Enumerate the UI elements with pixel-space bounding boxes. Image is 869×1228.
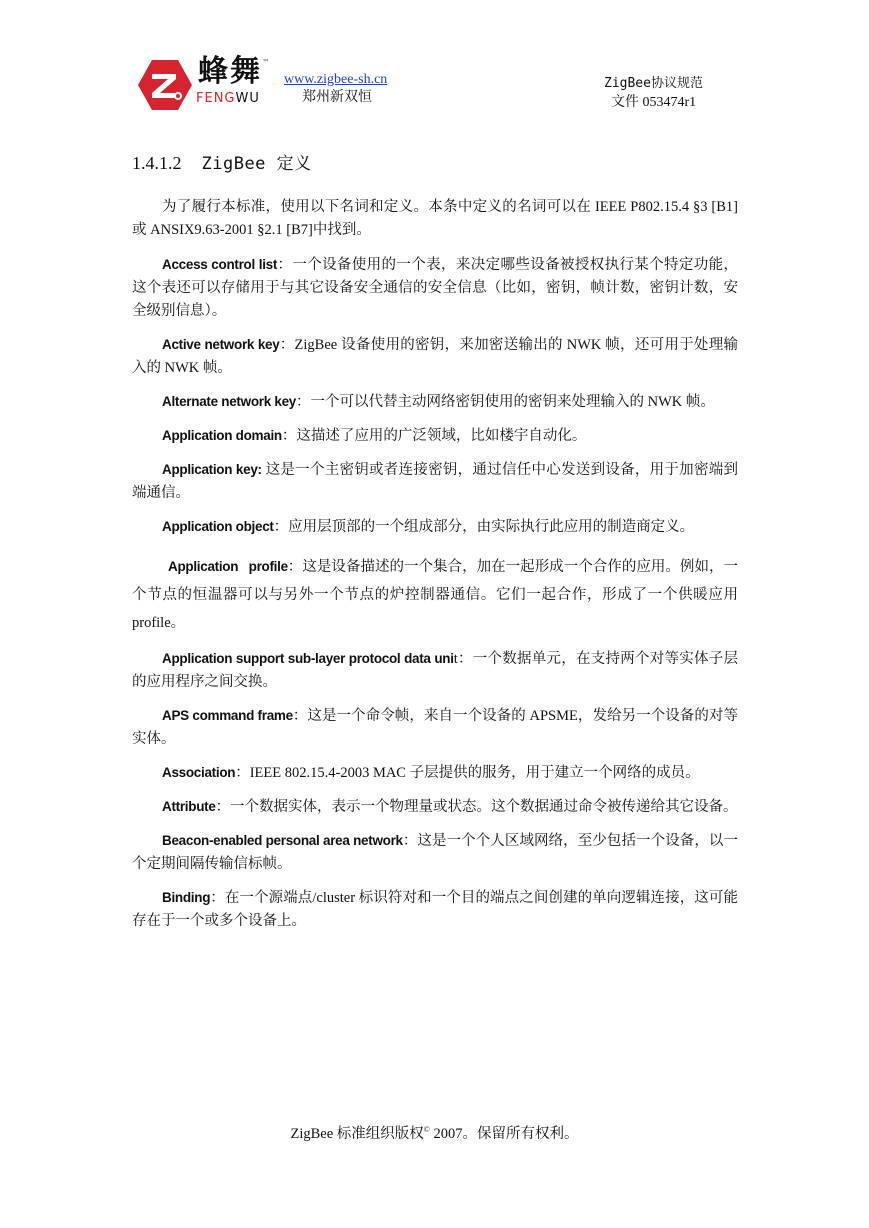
definition-paragraph — [132, 704, 738, 751]
section-title: ZigBee 定义 — [201, 154, 312, 174]
copyright-sign: © — [423, 1125, 430, 1134]
definition-text: ：这描述了应用的广泛领域，比如楼宇自动化。 — [281, 428, 587, 444]
definition-text: t：一个数据单元，在支持两个对等实体子层的应用程序之间交换。 — [132, 651, 739, 690]
brand-en-red: FENG — [196, 91, 236, 106]
definition-term: Access control list — [162, 257, 278, 272]
intro-text: 为了履行本标准，使用以下名词和定义。本条中定义的名词可以在 IEEE P802.15.4 §3 [B1] 或 ANSIX9.63-2001 §2.1 [B7]中找到。 — [132, 199, 738, 238]
intro-paragraph — [132, 196, 738, 242]
brand-name-english — [196, 92, 260, 106]
definition-text: ：应用层顶部的一个组成部分，由实际执行此应用的制造商定义。 — [273, 519, 695, 535]
definition-paragraph — [132, 390, 738, 414]
company-name: 郑州新双恒 — [302, 90, 372, 105]
definition-term: Attribute — [162, 799, 216, 814]
definition-text: ：IEEE 802.15.4-2003 MAC 子层提供的服务，用于建立一个网络的成员。 — [235, 765, 700, 781]
document-title: ZigBee协议规范 — [604, 76, 703, 91]
definition-text: ：这是设备描述的一个集合，加在一起形成一个合作的应用。例如，一个节点的恒温器可以与另外一个节点的炉控制器通信。它们一起合作，形成了一个供暖应用 profile。 — [132, 559, 739, 631]
definition-text: ：一个可以代替主动网络密钥使用的密钥来处理输入的 NWK 帧。 — [296, 394, 715, 410]
definition-paragraph — [132, 795, 738, 819]
definition-text: ：这是一个个人区域网络，至少包括一个设备，以一个定期间隔传输信标帧。 — [132, 833, 738, 872]
definition-paragraph — [132, 424, 738, 448]
definition-term: Alternate network key — [162, 394, 297, 409]
definition-term: Application support sub-layer protocol data uni — [162, 651, 454, 666]
copyright-text-end: 2007。保留所有权利。 — [429, 1125, 579, 1142]
definition-term: Active network key — [162, 337, 280, 352]
definition-paragraph — [132, 515, 738, 539]
trademark-mark: ™ — [262, 58, 270, 67]
definition-text: ：一个设备使用的一个表，来决定哪些设备被授权执行某个特定功能，这个表还可以存储用于与其它设备安全通信的安全信息（比如，密钥，帧计数，密钥计数，安全级别信息）。 — [132, 257, 739, 319]
definition-term: Beacon-enabled personal area network — [162, 833, 403, 848]
copyright-text: ZigBee 标准组织版权 — [290, 1125, 424, 1142]
section-number: 1.4.1.2 — [132, 153, 182, 173]
definition-paragraph — [132, 333, 738, 380]
document-number: 文件 053474r1 — [611, 95, 697, 110]
definition-text: 这是一个主密钥或者连接密钥，通过信任中心发送到设备，用于加密端到端通信。 — [132, 462, 738, 501]
definition-term: Binding — [162, 890, 211, 905]
definition-paragraph — [132, 458, 738, 505]
definition-text: ：一个数据实体，表示一个物理量或状态。这个数据通过命令被传递给其它设备。 — [215, 799, 738, 815]
brand-name-chinese: 蜂舞 — [198, 54, 262, 89]
definition-term: Application profile — [168, 559, 288, 574]
definition-text: ：在一个源端点/cluster 标识符对和一个目的端点之间创建的单向逻辑连接，这可能存在于一个或多个设备上。 — [132, 890, 738, 929]
definition-paragraph — [132, 553, 738, 637]
definition-paragraph — [132, 829, 738, 876]
definition-term: Application domain — [162, 428, 282, 443]
definition-term: Association — [162, 765, 236, 780]
page-footer — [0, 1120, 869, 1144]
definition-term: Application object — [162, 519, 274, 534]
definition-term: Application key: — [162, 462, 262, 477]
definition-paragraph — [132, 886, 738, 933]
brand-en-black: WU — [235, 91, 260, 106]
page-header — [0, 56, 869, 116]
definition-paragraph — [132, 647, 738, 694]
website-link[interactable]: www.zigbee-sh.cn — [284, 72, 388, 87]
definition-paragraph — [132, 253, 738, 323]
definitions-body — [132, 196, 738, 943]
fengwu-logo-icon — [138, 60, 192, 110]
definition-text: ：ZigBee 设备使用的密钥，来加密送输出的 NWK 帧，还可用于处理输入的 NWK 帧。 — [132, 337, 738, 376]
section-heading — [132, 152, 312, 175]
definition-paragraph — [132, 761, 738, 785]
definition-term: APS command frame — [162, 708, 293, 723]
definition-text: ：这是一个命令帧，来自一个设备的 APSME，发给另一个设备的对等实体。 — [132, 708, 738, 747]
